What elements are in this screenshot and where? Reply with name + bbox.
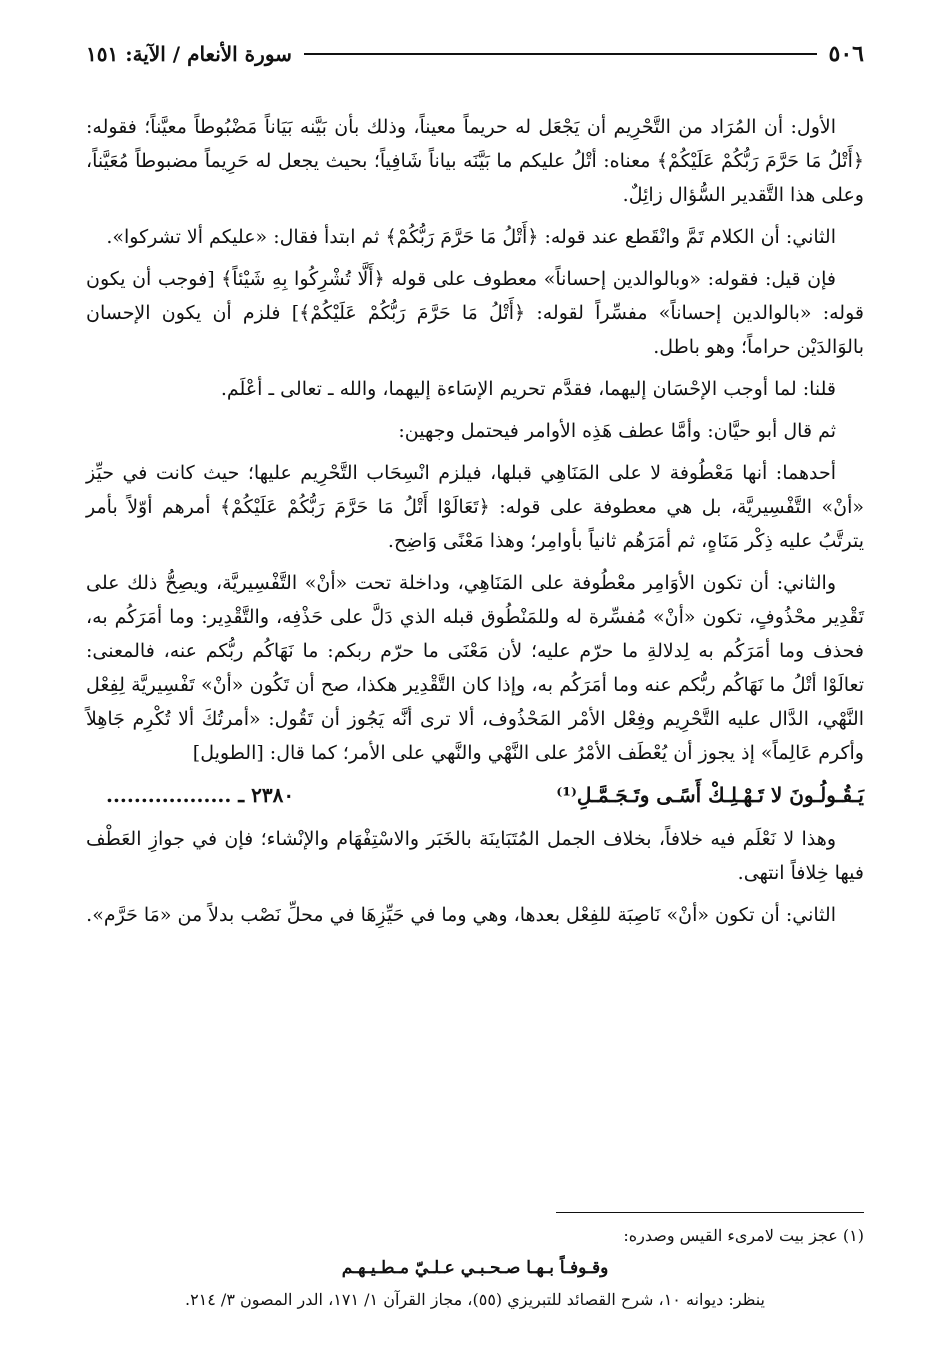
footnote-references: ينظر: ديوانه ١٠، شرح القصائد للتبريزي (٥٥)، مجاز القرآن ١/ ١٧١، الدر المصون ٣/ ٢١٤. <box>184 1290 766 1309</box>
footnote-verse: وقـوفـاً بـهـا صـحـبـي عـلـيّ مـطـيـهـم <box>341 1258 609 1278</box>
paragraph: والثاني: أن تكون الأوَامِر معْطُوفة على المَنَاهِي، وداخلة تحت «أنْ» التَّفْسِيريَّة، ويصِحُّ ذلك على تَقْدِير محْذُوفٍ، تكون «أنْ» مُفسِّرة له وللمَنْطُوق قبله الذي دَلَّ على حَذْفِه، والتَّقْدِير: وما أمَرَكُم به، فحذف وما أمَرَكُم به لِدلالةِ ما حرّم عليه؛ لأن مَعْنَى ما حرّم ربكم: ما نَهَاكُم ربُّكم عنه، فالمعنى: تعالَوْا أتْلُ ما نَهَاكُم ربُّكم عنه وما أمَرَكُم به، وإذا كان التَّقْدِير هكذا، صح أن تَكُون «أنْ» تَفْسِيريَّة لِفِعْل النَّهْي، الدَّال عليه التَّحْرِيم وفِعْل الأمْر المَحْذُوف، ألا ترى أنَّه يَجُوز أن تَقُول: «أمرتُكَ ألا تُكْرِم جَاهِلاً وأكرم عَالِماً» إذ يجوز أن يُعْطَف الأمْرُ على النَّهْي والنَّهي على الأمر؛ كما قال: [الطويل] <box>86 572 864 764</box>
page-number: ٥٠٦ <box>828 41 864 67</box>
footnotes <box>86 1222 864 1314</box>
footnote-divider <box>556 1212 864 1213</box>
verse-text: يَـقُـولُـونَ لا تَـهْـلِـكْ أَسًـى وتَـجَـمَّـلِ⁽¹⁾ <box>556 783 864 807</box>
footnote-intro: (١) عجز بيت لامرىء القيس وصدره: <box>623 1226 864 1245</box>
paragraph: قلنا: لما أوجب الإحْسَان إليهما، فقدَّم تحريم الإسَاءة إليهما، والله ـ تعالى ـ أعْلَم. <box>220 378 836 400</box>
poetry-line <box>86 778 864 812</box>
paragraph: أحدهما: أنها مَعْطُوفة لا على المَنَاهِي قبلها، فيلزم انْسِحَاب التَّحْرِيم عليها؛ حيث كانت في حيِّز «أنْ» التَّفْسِيريَّة، بل هي معطوفة على قوله: ﴿تَعَالَوْا أَتْلُ مَا حَرَّمَ رَبُّكُمْ عَلَيْكُمْ﴾ أمرهم أوّلاً بأمر يترتَّبُ عليه ذِكْر مَنَاهٍ، ثم أمَرَهُم ثانياً بأوامِر؛ وهذا مَعْنًى وَاضِح. <box>86 462 864 552</box>
header-rule <box>304 53 817 55</box>
page-header <box>86 38 864 70</box>
paragraph: الثاني: أن الكلام تَمَّ وانْقَطع عند قوله: ﴿أَتْلُ مَا حَرَّمَ رَبُّكُمْ﴾ ثم ابتدأ فقال: «عليكم ألا تشركوا». <box>106 226 836 248</box>
surah-title: سورة الأنعام / الآية: ١٥١ <box>86 42 292 66</box>
paragraph: الأول: أن المُرَاد من التَّحْرِيم أن يَجْعَل له حريماً معيناً، وذلك بأن بَيَّنه بَيَاناً مَضْبُوطاً معيَّناً؛ فقوله: ﴿أَتْلُ مَا حَرَّمَ رَبُّكُمْ عَلَيْكُمْ﴾ معناه: أتْلُ عليكم ما بَيَّنَه بياناً شَافِياً؛ بحيث يجعل له حَرِيماً مضبوطاً مُعَيَّناً، وعلى هذا التَّقدير السُّؤال زائِلٌ. <box>86 116 864 206</box>
paragraph: الثاني: أن تكون «أنْ» نَاصِبَة للفِعْل بعدها، وهي وما في حَيِّزِهَا في محلِّ نَصْب بدلاً من «مَا حَرَّم». <box>86 904 836 926</box>
paragraph: وهذا لا نَعْلَم فيه خلافاً، بخلاف الجمل المُتَبَاينَة بالخَبَر والاسْتِفْهَام والإنْشاء؛ فإن في جوازِ العَطْف فيها خِلافاً انتهى. <box>86 828 864 884</box>
paragraph: ثم قال أبو حيَّان: وأمَّا عطف هَذِه الأوامر فيحتمل وجهين: <box>398 420 836 442</box>
verse-number: ٢٣٨٠ ـ .................. <box>106 783 295 807</box>
page-body <box>86 110 864 940</box>
paragraph: فإن قيل: فقوله: «وبالوالدين إحساناً» معطوف على قوله ﴿أَلَّا تُشْرِكُوا بِهِ شَيْئاً﴾ [فوجب أن يكون قوله: «بالوالدين إحساناً» مفسِّراً لقوله: ﴿أَتْلُ مَا حَرَّمَ رَبُّكُمْ عَلَيْكُمْ﴾] فلزم أن يكون الإحسان بالوَالدَيْن حراماً؛ وهو باطل. <box>86 268 864 358</box>
